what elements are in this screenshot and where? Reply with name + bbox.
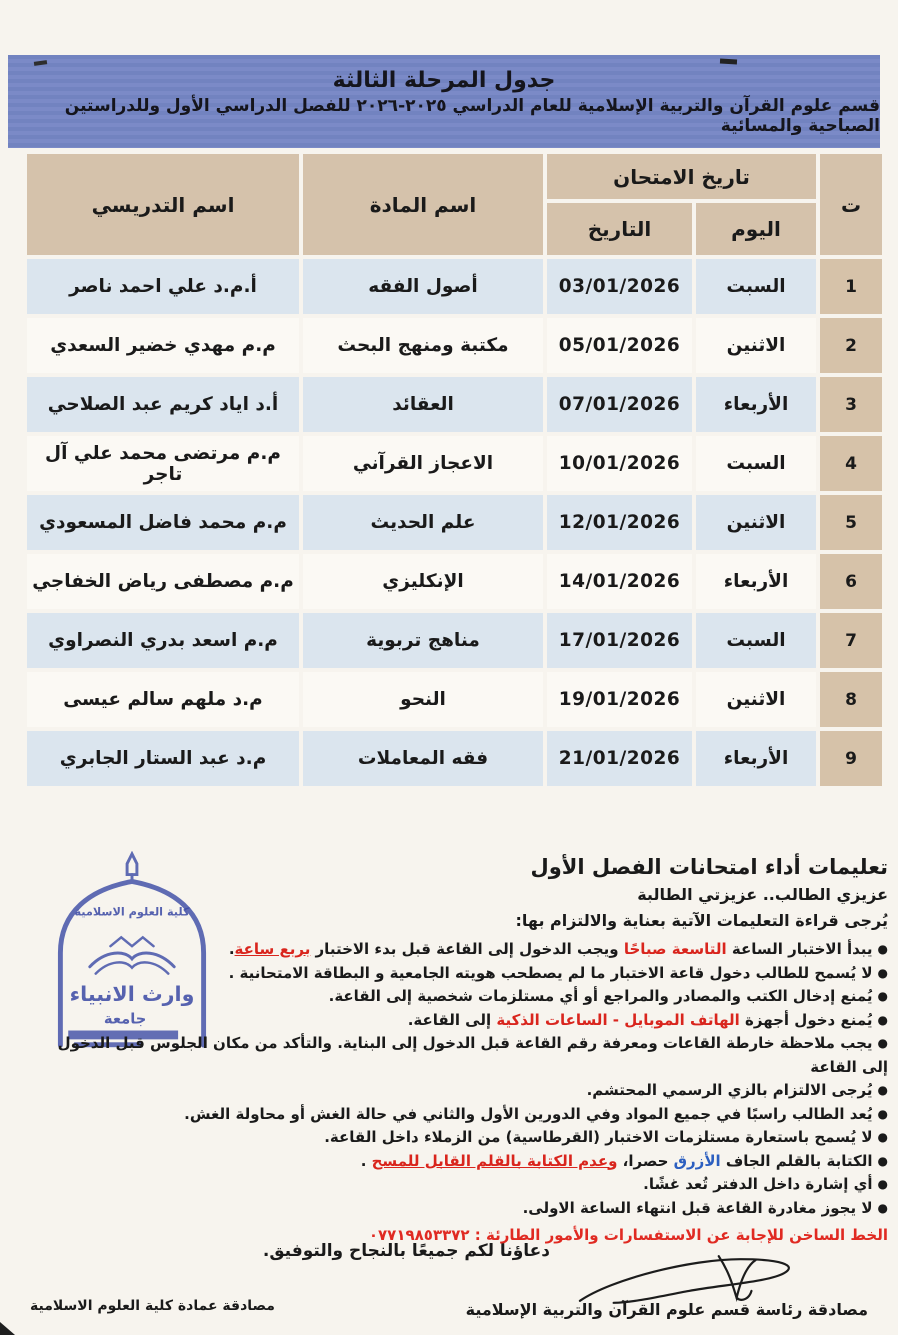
exam-date: 19/01/2026 <box>547 672 692 727</box>
col-header-date: التاريخ <box>547 203 692 255</box>
bullet-icon: ● <box>877 1153 888 1168</box>
exam-day: الاثنين <box>696 318 816 373</box>
subject-name: مناهج تربوية <box>303 613 543 668</box>
college-approval-text: مصادقة عمادة كلية العلوم الاسلامية <box>30 1298 275 1314</box>
instruction-item: ●يُمنع إدخال الكتب والمصادر والمراجع أو أي مستلزمات شخصية إلى القاعة. <box>32 985 888 1009</box>
banner <box>8 55 880 148</box>
bullet-icon: ● <box>877 1106 888 1121</box>
department-approval-text: مصادقة رئاسة قسم علوم القرآن والتربية الإسلامية <box>465 1300 868 1319</box>
stamp-university-text: جامعة <box>103 1010 147 1028</box>
hotline-text: الخط الساخن للإجابة عن الاستفسارات والأمور الطارئة : ٠٧٧١٩٨٥٣٣٧٢ <box>368 1226 888 1244</box>
bullet-icon: ● <box>877 965 888 980</box>
teacher-name: م.م مصطفى رياض الخفاجي <box>27 554 299 609</box>
table-header <box>27 154 882 255</box>
exam-day: الأربعاء <box>696 731 816 786</box>
bullet-icon: ● <box>877 942 888 956</box>
subject-name: الاعجاز القرآني <box>303 436 543 491</box>
subject-name: النحو <box>303 672 543 727</box>
table-row <box>27 318 882 373</box>
col-header-teacher: اسم التدريسي <box>27 154 299 255</box>
row-number: 6 <box>820 554 882 609</box>
exam-day: السبت <box>696 436 816 491</box>
table-row <box>27 672 882 727</box>
instruction-item: ●يُمنع دخول أجهزة الهاتف الموبايل - الساعات الذكية إلى القاعة. <box>32 1009 888 1033</box>
instructions-intro: يُرجى قراءة التعليمات الآتية بعناية والالتزام بها: <box>515 911 888 930</box>
row-number: 5 <box>820 495 882 550</box>
bullet-icon: ● <box>877 989 888 1003</box>
exam-day: الاثنين <box>696 495 816 550</box>
table-row <box>27 436 882 491</box>
table-row <box>27 495 882 550</box>
exam-date: 05/01/2026 <box>547 318 692 373</box>
table-row <box>27 377 882 432</box>
teacher-name: أ.د اياد كريم عبد الصلاحي <box>27 377 299 432</box>
instructions-title: تعليمات أداء امتحانات الفصل الأول <box>530 855 888 879</box>
stamp-name-text: وارث الانبياء <box>69 982 195 1007</box>
bullet-icon: ● <box>877 1083 888 1097</box>
teacher-name: م.م محمد فاضل المسعودي <box>27 495 299 550</box>
exam-day: الاثنين <box>696 672 816 727</box>
exam-day: الأربعاء <box>696 554 816 609</box>
instruction-item: ●يُرجى الالتزام بالزي الرسمي المحتشم. <box>32 1079 888 1103</box>
table-row <box>27 259 882 314</box>
exam-schedule-table <box>23 150 886 790</box>
bullet-icon: ● <box>877 1012 888 1027</box>
instruction-item: ●لا يُسمح باستعارة مستلزمات الاختبار (القرطاسية) من الزملاء داخل القاعة. <box>32 1126 888 1150</box>
exam-day: الأربعاء <box>696 377 816 432</box>
bullet-icon: ● <box>877 1200 888 1215</box>
instruction-item: ●أي إشارة داخل الدفتر تُعد غشًا. <box>32 1173 888 1197</box>
teacher-name: م.م مهدي خضير السعدي <box>27 318 299 373</box>
row-number: 4 <box>820 436 882 491</box>
table-row <box>27 731 882 786</box>
scan-artifact <box>720 59 737 65</box>
exam-date: 10/01/2026 <box>547 436 692 491</box>
exam-date: 07/01/2026 <box>547 377 692 432</box>
bullet-icon: ● <box>877 1130 888 1144</box>
table-row <box>27 554 882 609</box>
col-header-no: ت <box>820 154 882 255</box>
exam-date: 03/01/2026 <box>547 259 692 314</box>
exam-date: 17/01/2026 <box>547 613 692 668</box>
row-number: 9 <box>820 731 882 786</box>
subject-name: فقه المعاملات <box>303 731 543 786</box>
stamp-college-text: كلية العلوم الاسلامية <box>74 905 190 919</box>
page-subtitle: قسم علوم القرآن والتربية الإسلامية للعام الدراسي ٢٠٢٥-٢٠٢٦ للفصل الدراسي الأول وللدراستين الصباحية والمسائية <box>64 95 880 136</box>
teacher-name: م.م مرتضى محمد علي آل تاجر <box>27 436 299 491</box>
bullet-icon: ● <box>877 1177 888 1191</box>
subject-name: العقائد <box>303 377 543 432</box>
exam-day: السبت <box>696 259 816 314</box>
exam-date: 12/01/2026 <box>547 495 692 550</box>
teacher-name: م.م اسعد بدري النصراوي <box>27 613 299 668</box>
teacher-name: أ.م.د علي احمد ناصر <box>27 259 299 314</box>
teacher-name: م.د ملهم سالم عيسى <box>27 672 299 727</box>
instruction-item: ●يجب ملاحظة خارطة القاعات ومعرفة رقم القاعة قبل الدخول إلى البناية. والتأكد من مكان الجلوس قبل الدخول إلى القاعة <box>57 1034 888 1076</box>
subject-name: علم الحديث <box>303 495 543 550</box>
bullet-icon: ● <box>877 1036 888 1050</box>
exam-instructions <box>32 852 888 1247</box>
row-number: 1 <box>820 259 882 314</box>
row-number: 3 <box>820 377 882 432</box>
subject-name: الإنكليزي <box>303 554 543 609</box>
exam-date: 21/01/2026 <box>547 731 692 786</box>
scan-artifact <box>0 1322 15 1335</box>
subject-name: أصول الفقه <box>303 259 543 314</box>
instruction-item: ●لا يجوز مغادرة القاعة قبل انتهاء الساعة الاولى. <box>32 1197 888 1221</box>
subject-name: مكتبة ومنهج البحث <box>303 318 543 373</box>
signature <box>572 1251 810 1311</box>
scanned-exam-schedule-document <box>0 55 898 1335</box>
instruction-item: ●الكتابة بالقلم الجاف الأزرق حصرا، وعدم الكتابة بالقلم القابل للمسح . <box>32 1150 888 1174</box>
page-title: جدول المرحلة الثالثة <box>332 67 556 93</box>
col-header-subject: اسم المادة <box>303 154 543 255</box>
exam-date: 14/01/2026 <box>547 554 692 609</box>
col-header-exam-date: تاريخ الامتحان <box>547 154 816 199</box>
instruction-item: ●لا يُسمح للطالب دخول قاعة الاختبار ما لم يصطحب هويته الجامعية و البطاقة الامتحانية . <box>32 962 888 986</box>
dua-text: دعاؤنا لكم جميعًا بالنجاح والتوفيق. <box>262 1241 550 1261</box>
teacher-name: م.د عبد الستار الجابري <box>27 731 299 786</box>
exam-day: السبت <box>696 613 816 668</box>
table-row <box>27 613 882 668</box>
row-number: 7 <box>820 613 882 668</box>
col-header-day: اليوم <box>696 203 816 255</box>
instructions-greeting: عزيزي الطالب.. عزيزتي الطالبة <box>637 885 888 904</box>
row-number: 8 <box>820 672 882 727</box>
row-number: 2 <box>820 318 882 373</box>
instruction-item: ●يبدأ الاختبار الساعة التاسعة صباحًا ويجب الدخول إلى القاعة قبل بدء الاختبار بربع ساعة. <box>32 938 888 962</box>
instructions-list <box>32 938 888 1220</box>
instruction-item: ●يُعد الطالب راسبًا في جميع المواد وفي الدورين الأول والثاني في حالة الغش أو محاولة الغش. <box>32 1103 888 1127</box>
